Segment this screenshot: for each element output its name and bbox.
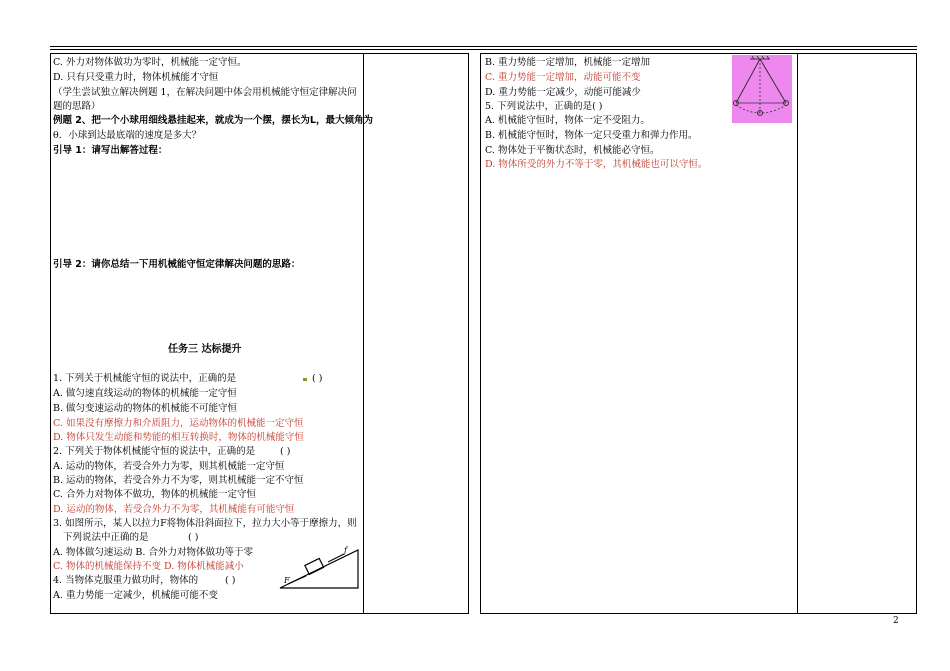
q4-option-a: A. 重力势能一定减少，机械能可能不变 <box>53 590 218 601</box>
q4-option-d: D. 重力势能一定减少，动能可能减少 <box>485 87 641 98</box>
q1-option-c: C. 如果没有摩擦力和介质阻力，运动物体的机械能一定守恒 <box>53 418 304 429</box>
force-label-F: F <box>284 576 290 585</box>
q1-paren: ( ) <box>312 373 323 384</box>
right-column-side-frame <box>797 53 917 614</box>
example-2-cont: θ．小球到达最底端的速度是多大？ <box>53 130 202 141</box>
pendulum-figure <box>732 55 792 123</box>
q2-paren: ( ) <box>280 446 291 457</box>
mark-dot <box>303 378 307 381</box>
q4-option-b: B. 重力势能一定增加，机械能一定增加 <box>485 57 651 68</box>
friction-label-f: f <box>344 546 347 555</box>
header-rule-top <box>50 46 917 47</box>
q5-option-b: B. 机械能守恒时，物体一定只受重力和弹力作用。 <box>485 130 698 141</box>
q1-stem: 1. 下列关于机械能守恒的说法中，正确的是 <box>53 373 237 384</box>
q1-option-d: D. 物体只发生动能和势能的相互转换时，物体的机械能守恒 <box>53 432 304 443</box>
q4-paren: ( ) <box>225 575 236 586</box>
q3-options-cd: C. 物体的机械能保持不变 D. 物体机械能减小 <box>53 561 244 572</box>
q3-options-ab: A. 物体做匀速运动 B. 合外力对物体做功等于零 <box>53 547 253 558</box>
q3-stem-cont: 下列说法中正确的是 <box>63 532 149 543</box>
q5-option-c: C. 物体处于平衡状态时，机械能必守恒。 <box>485 145 660 156</box>
incline-diagram <box>278 544 360 590</box>
q3-paren: ( ) <box>188 532 199 543</box>
q2-option-b: B. 运动的物体，若受合外力不为零，则其机械能一定不守恒 <box>53 475 304 486</box>
q1-option-b: B. 做匀变速运动的物体的机械能不可能守恒 <box>53 403 238 414</box>
q5-option-d: D. 物体所受的外力不等于零，其机械能也可以守恒。 <box>485 159 708 170</box>
guide-2: 引导 2：请你总结一下用机械能守恒定律解决问题的思路： <box>53 259 301 270</box>
q2-option-d: D. 运动的物体，若受合外力不为零，其机械能有可能守恒 <box>53 504 295 515</box>
q5-stem: 5. 下列说法中，正确的是( ) <box>485 101 603 112</box>
left-column-side-frame <box>363 53 469 614</box>
q2-option-c: C. 合外力对物体不做功，物体的机械能一定守恒 <box>53 489 256 500</box>
header-rule-bottom <box>50 49 917 50</box>
left-line-3: （学生尝试独立解决例题 1，在解决问题中体会用机械能守恒定律解决问 <box>53 87 357 98</box>
q2-stem: 2. 下列关于物体机械能守恒的说法中，正确的是 <box>53 446 256 457</box>
left-line-1: C. 外力对物体做功为零时，机械能一定守恒。 <box>53 57 247 68</box>
q5-option-a: A. 机械能守恒时，物体一定不受阻力。 <box>485 115 650 126</box>
task-three-title: 任务三 达标提升 <box>168 344 242 355</box>
q3-stem: 3. 如图所示，某人以拉力F将物体沿斜面拉下，拉力大小等于摩擦力，则 <box>53 518 357 529</box>
q1-option-a: A. 做匀速直线运动的物体的机械能一定守恒 <box>53 388 237 399</box>
guide-1: 引导 1：请写出解答过程： <box>53 145 168 156</box>
q4-stem: 4. 当物体克服重力做功时，物体的 <box>53 575 199 586</box>
example-2: 例题 2、把一个小球用细线悬挂起来，就成为一个摆，摆长为L，最大倾角为 <box>53 115 373 126</box>
page-number: 2 <box>893 616 899 626</box>
left-line-4: 题的思路） <box>53 101 101 112</box>
q2-option-a: A. 运动的物体，若受合外力为零，则其机械能一定守恒 <box>53 461 285 472</box>
q4-option-c: C. 重力势能一定增加，动能可能不变 <box>485 72 641 83</box>
left-line-2: D. 只有只受重力时，物体机械能才守恒 <box>53 72 219 83</box>
